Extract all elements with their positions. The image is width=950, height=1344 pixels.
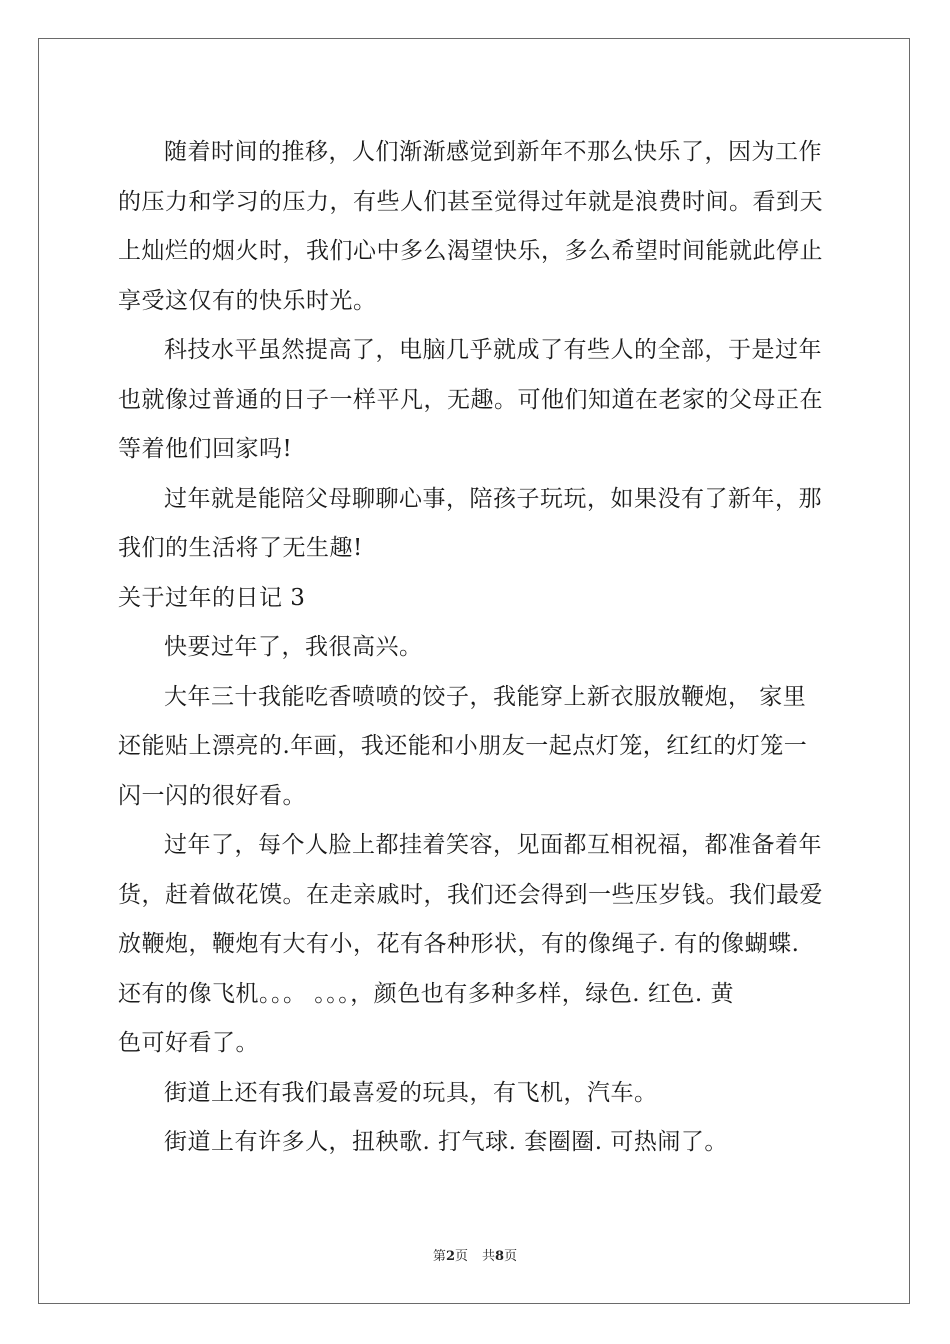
text-line: 快要过年了，我很高兴。 bbox=[164, 634, 423, 660]
text-line: 随着时间的推移，人们渐渐感觉到新年不那么快乐了，因为工作 bbox=[164, 139, 822, 165]
page-number-suffix: 页 bbox=[454, 1249, 468, 1264]
page-footer bbox=[0, 1248, 950, 1266]
page-number-current: 2 bbox=[445, 1249, 455, 1264]
text-line: 关于过年的日记 3 bbox=[118, 584, 306, 611]
text-line: 货，赶着做花馍。在走亲戚时，我们还会得到一些压岁钱。我们最爱 bbox=[118, 881, 823, 908]
text-line: 街道上有许多人，扭秧歌. 打气球. 套圈圈. 可热闹了。 bbox=[164, 1129, 728, 1155]
text-line: 我们的生活将了无生趣! bbox=[118, 535, 363, 561]
text-line: 科技水平虽然提高了，电脑几乎就成了有些人的全部，于是过年 bbox=[164, 337, 822, 363]
page-total-suffix: 页 bbox=[504, 1249, 518, 1264]
text-line: 闪一闪的很好看。 bbox=[118, 782, 306, 809]
text-line: 还能贴上漂亮的.年画，我还能和小朋友一起点灯笼，红红的灯笼一 bbox=[118, 733, 808, 759]
page-total-prefix: 共 bbox=[482, 1249, 496, 1264]
text-line: 也就像过普通的日子一样平凡，无趣。可他们知道在老家的父母正在 bbox=[118, 386, 823, 413]
document-body bbox=[118, 128, 838, 1168]
text-line: 的压力和学习的压力，有些人们甚至觉得过年就是浪费时间。看到天 bbox=[118, 188, 823, 215]
text-line: 色可好看了。 bbox=[118, 1030, 259, 1056]
text-line: 街道上还有我们最喜爱的玩具，有飞机，汽车。 bbox=[164, 1079, 658, 1106]
text-line: 等着他们回家吗! bbox=[118, 436, 293, 462]
text-line: 享受这仅有的快乐时光。 bbox=[118, 287, 377, 314]
text-line: 过年就是能陪父母聊聊心事，陪孩子玩玩，如果没有了新年，那 bbox=[164, 485, 822, 512]
text-line: 还有的像飞机。。。 。。。，颜色也有多种多样，绿色. 红色. 黄 bbox=[118, 980, 735, 1007]
text-line: 过年了，每个人脸上都挂着笑容，见面都互相祝福，都准备着年 bbox=[164, 832, 822, 858]
page-number-prefix: 第 bbox=[432, 1249, 446, 1264]
text-line: 上灿烂的烟火时，我们心中多么渴望快乐，多么希望时间能就此停止 bbox=[118, 238, 823, 264]
page-total-count: 8 bbox=[495, 1249, 505, 1264]
text-line: 大年三十我能吃香喷喷的饺子，我能穿上新衣服放鞭炮， 家里 bbox=[164, 683, 807, 710]
text-line: 放鞭炮，鞭炮有大有小，花有各种形状，有的像绳子. 有的像蝴蝶. bbox=[118, 931, 800, 957]
